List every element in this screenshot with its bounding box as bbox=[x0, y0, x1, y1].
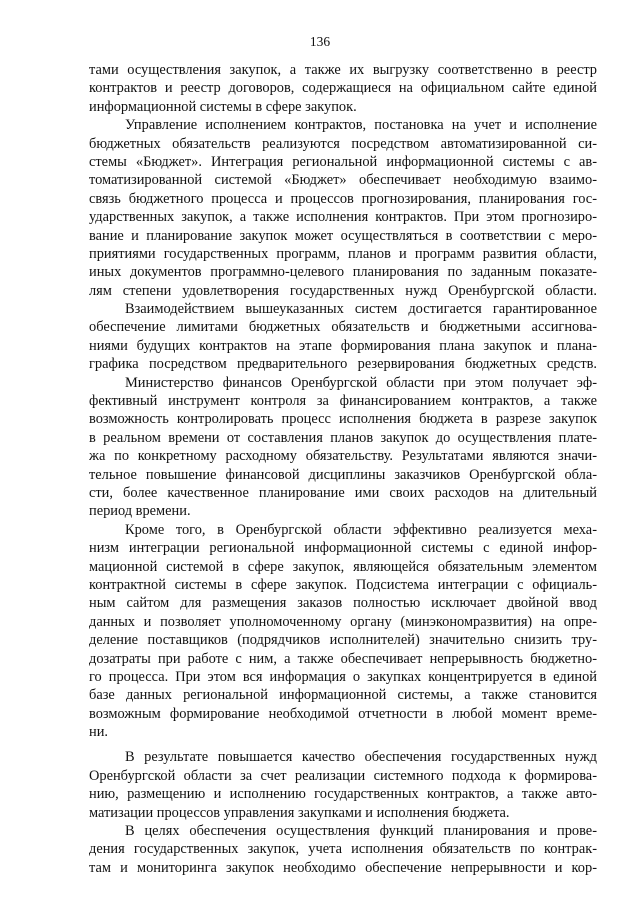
text-line: матизации процессов управления закупками и исполнения бюджета. bbox=[89, 804, 510, 821]
text-line: в реальном времени от составления планов закупок до осуществления плате- bbox=[89, 429, 597, 446]
text-line: ниями будущих контрактов на этапе формирования плана закупок и плана- bbox=[89, 337, 597, 354]
text-line: ным сайтом для размещения заказов полностью исключает двойной ввод bbox=[89, 595, 597, 612]
text-line: связь бюджетного процесса и процессов прогнозирования, планирования гос- bbox=[89, 190, 597, 207]
text-line: лям степени удовлетворения государственных нужд Оренбургской области. bbox=[89, 282, 597, 299]
text-line: томатизированной системой «Бюджет» обеспечивает необходимую взаимо- bbox=[89, 172, 597, 189]
text-line: деление поставщиков (подрядчиков исполнителей) значительно снизить тру- bbox=[89, 632, 597, 649]
text-line: возможность контролировать процесс исполнения бюджета в разрезе закупок bbox=[89, 411, 597, 428]
text-line: Оренбургской области за счет реализации системного подхода к формирова- bbox=[89, 767, 597, 784]
text-line: Министерство финансов Оренбургской области при этом получает эф- bbox=[125, 374, 597, 391]
text-line: низм интеграции региональной информационной системы с единой инфор- bbox=[89, 540, 597, 557]
text-line: иных документов программно-целевого планирования по заданным показате- bbox=[89, 264, 597, 281]
text-line: мационной системой в сфере закупок, являющейся обязательным элементом bbox=[89, 558, 597, 575]
text-line: сти, более качественное планирование ими своих расходов на длительный bbox=[89, 484, 597, 501]
text-line: Взаимодействием вышеуказанных систем достигается гарантированное bbox=[125, 301, 597, 318]
text-line: жа по конкретному расходному обязательству. Результатами являются значи- bbox=[89, 448, 597, 465]
text-line: Управление исполнением контрактов, постановка на учет и исполнение bbox=[125, 117, 597, 134]
text-line: стемы «Бюджет». Интеграция региональной информационной системы с ав- bbox=[89, 153, 597, 170]
text-line: контрактной системы в сфере закупок. Подсистема интеграции с официаль- bbox=[89, 576, 597, 593]
text-line: тами осуществления закупок, а также их выгрузку соответственно в реестр bbox=[89, 62, 597, 78]
text-line: нию, размещению и исполнению государственных контрактов, а также авто- bbox=[89, 786, 597, 803]
text-line: ни. bbox=[89, 724, 109, 741]
text-line: период времени. bbox=[89, 503, 191, 520]
text-line: В результате повышается качество обеспечения государственных нужд bbox=[125, 749, 597, 766]
body-text bbox=[89, 61, 597, 877]
text-line: информационной системы в сфере закупок. bbox=[89, 98, 357, 115]
page-number: 136 bbox=[309, 34, 331, 49]
text-line: тельное повышение финансовой дисциплины заказчиков Оренбургской обла- bbox=[89, 466, 597, 483]
text-line: графика посредством предварительного резервирования бюджетных средств. bbox=[89, 356, 597, 373]
text-line: возможным формирование необходимой отчетности в любой момент време- bbox=[89, 705, 597, 722]
text-line: Кроме того, в Оренбургской области эффективно реализуется меха- bbox=[125, 521, 597, 538]
text-line: обеспечение лимитами бюджетных обязательств и бюджетными ассигнова- bbox=[89, 319, 597, 336]
text-line: дения государственных закупок, учета исполнения обязательств по контрак- bbox=[89, 841, 597, 858]
text-line: фективный инструмент контроля за финансированием контрактов, а также bbox=[89, 393, 597, 410]
text-line: вание и планирование закупок может осуществляться в соответствии с меро- bbox=[89, 227, 597, 244]
text-line: дозатраты при работе с ним, а также обеспечивает непрерывность бюджетно- bbox=[89, 650, 597, 667]
text-line: ударственных закупок, а также исполнения контрактов. При этом прогнозиро- bbox=[89, 209, 597, 226]
text-line: данных и позволяет уполномоченному органу (минэкономразвития) на опре- bbox=[89, 613, 597, 630]
text-line: там и мониторинга закупок необходимо обеспечение непрерывности и кор- bbox=[89, 859, 597, 876]
text-line: контрактов и реестр договоров, содержащиеся на официальном сайте единой bbox=[89, 80, 597, 97]
text-line: базе данных региональной информационной системы, а также становится bbox=[89, 687, 597, 704]
text-line: В целях обеспечения осуществления функций планирования и прове- bbox=[125, 823, 597, 840]
text-line: бюджетных обязательств реализуются посредством автоматизированной си- bbox=[89, 135, 597, 152]
text-line: приятиями государственных программ, планов и программ развития области, bbox=[89, 245, 597, 262]
text-line: го процесса. При этом вся информация о закупках концентрируется в единой bbox=[89, 668, 597, 685]
